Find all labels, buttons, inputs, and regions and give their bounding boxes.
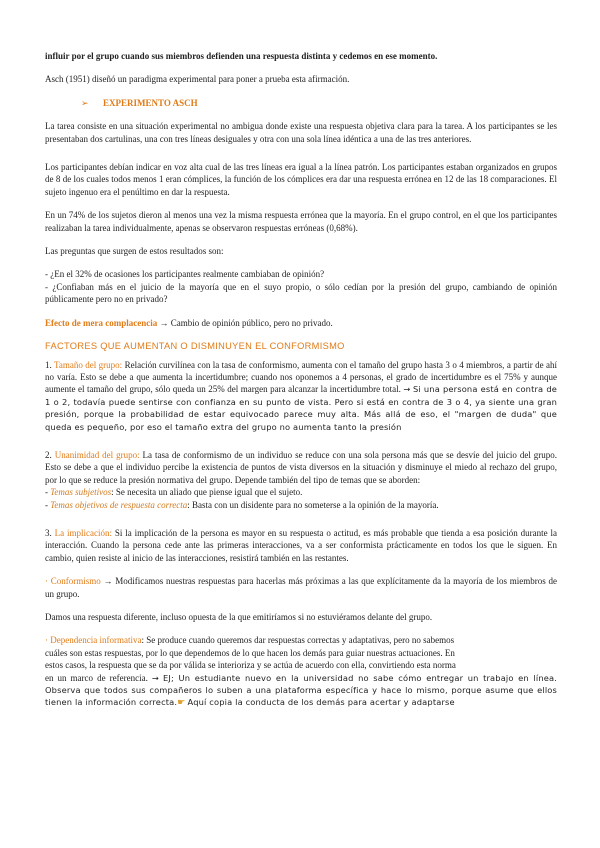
- para-task: La tarea consiste en una situación experimental no ambigua donde existe una respuesta objetiva clara para la tarea. A los participantes se les presentaban dos cartulinas, una con tres líneas desiguales y otra con una sola línea idéntica a una de las tres anteriores.: [45, 121, 557, 144]
- factor-3-title: La implicación:: [54, 527, 112, 538]
- factor-2-item: [45, 499, 557, 511]
- questions-intro: Las preguntas que surgen de estos resultados son:: [45, 246, 224, 257]
- example-text: EJ; Un estudiante nuevo en la universidad no sabe cómo entregar un trabajo en línea. Observa que todos sus compañeros lo suben a una plataforma específica y hace lo mismo, porque asume que ellos tienen la información correcta.: [45, 672, 558, 708]
- factor-3-number: 3.: [45, 527, 52, 538]
- example-end-text: Aquí copia la conducta de los demás para acertar y adaptarse: [187, 697, 455, 708]
- informative-line: cuáles son estas respuestas, por lo que dependemos de lo que hacen los demás para guiar nuestras actuaciones. En: [45, 647, 455, 658]
- factor-1-number: 1.: [45, 359, 52, 370]
- informative-line-1: [45, 634, 557, 646]
- informative-example: [45, 672, 557, 709]
- mere-compliance-line: [45, 317, 557, 329]
- factor-2-text: La tasa de conformismo de un individuo se reduce con una sola persona más que se desvíe del juicio del grupo. Esto se debe a que el individuo percibe la existencia de puntos de vista diversos en la situación y disminuye el miedo al rechazo del grupo, por lo que se reduce la presión normativa del grupo. Depende también del tipo de temas que se aborden:: [45, 449, 558, 485]
- informative-text: : Se produce cuando queremos dar respuestas correctas y adaptativas, pero no sabemos: [141, 635, 455, 646]
- conformism-text: Modificamos nuestras respuestas para hacerlas más próximas a las que explícitamente da la mayoría de los miembros de un grupo.: [45, 576, 558, 599]
- arrow-right-icon: →: [159, 317, 169, 328]
- informative-term: Dependencia informativa: [50, 635, 142, 646]
- factor-2-item-text: : Basta con un disidente para no someterse a la opinión de la mayoría.: [187, 499, 439, 510]
- list-dash: -: [45, 499, 48, 510]
- arrow-right-icon: →: [403, 384, 411, 395]
- factor-2-paragraph: [45, 449, 557, 486]
- factor-1-title: Tamaño del grupo:: [54, 359, 123, 370]
- factor-2-item-term: Temas subjetivos: [50, 487, 112, 498]
- factor-1-text: Relación curvilínea con la tasa de conformismo, aumenta con el tamaño del grupo hasta 3 o 4 miembros, a partir de ahí no varía. Esto se debe a que aumenta la incertidumbre; cuando nos oponemos a 4 personas, el grado de incertidumbre es el 75% y aunque aumente el tamaño del grupo, sólo queda un 25% del margen para alcanzar la incertidumbre total.: [45, 359, 558, 395]
- factor-2-number: 2.: [45, 449, 52, 460]
- intro-bold-line: influir por el grupo cuando sus miembros defienden una respuesta distinta y cedemos en ese momento.: [45, 51, 438, 61]
- para-participants: Los participantes debían indicar en voz alta cual de las tres líneas era igual a la línea patrón. Los participantes estaban organizados en grupos de 8 de los cuales todos menos 1 eran cómplices, la función de los cómplices era dar una respuesta errónea en 12 de las 18 comparaciones. El sujeto ingenuo era el penúltimo en dar la respuesta.: [45, 162, 557, 197]
- list-dash: -: [45, 487, 48, 498]
- informative-line: estos casos, la respuesta que se da por válida se interioriza y se actúa de acuerdo con ella, convirtiendo esta norma: [45, 660, 456, 671]
- factor-2-item: [45, 486, 557, 498]
- arrow-right-icon: →: [151, 672, 159, 683]
- factors-heading: FACTORES QUE AUMENTAN O DISMINUYEN EL CONFORMISMO: [45, 341, 345, 352]
- para-results: En un 74% de los sujetos dieron al menos una vez la misma respuesta errónea que la mayoría. En el grupo control, en el que los participantes realizaban la tarea individualmente, apenas se observaron respuestas erróneas (0,68%).: [45, 210, 557, 233]
- factor-2-item-text: : Se necesita un aliado que piense igual que el sujeto.: [111, 487, 303, 498]
- experiment-heading-text: EXPERIMENTO ASCH: [103, 97, 198, 108]
- asch-line: Asch (1951) diseñó un paradigma experimental para poner a prueba esta afirmación.: [45, 74, 350, 85]
- factor-3-paragraph: [45, 527, 557, 564]
- factor-2-title: Unanimidad del grupo:: [54, 449, 140, 460]
- document-page: [45, 50, 557, 709]
- mere-compliance-term: Efecto de mera complacencia: [45, 317, 158, 328]
- conformism-term: Conformismo: [50, 576, 101, 587]
- question-item: - ¿En el 32% de ocasiones los participantes realmente cambiaban de opinión?: [45, 269, 325, 280]
- factor-3-text: Si la implicación de la persona es mayor en su respuesta o actitud, es más probable que tienda a esa posición durante la interacción. Cuando la persona cede ante las primeras interacciones, va a ser conformista prácticamente en todos los que le siguen. En cambio, quien resiste al inicio de las interacciones, resistirá también en las restantes.: [45, 527, 558, 563]
- arrow-bullet-icon: ➢: [81, 97, 89, 108]
- arrow-right-icon: →: [103, 576, 113, 587]
- bullet-dot: ·: [45, 635, 48, 646]
- question-item: - ¿Confiaban más en el juicio de la mayoría que en el suyo propio, o sólo cedían por la presión del grupo, cambiando de opinión públicamente pero no en privado?: [45, 281, 557, 305]
- factor-1-paragraph: [45, 359, 557, 433]
- mere-compliance-text: Cambio de opinión público, pero no privado.: [170, 317, 333, 328]
- pointing-hand-icon: ☛: [177, 697, 186, 708]
- factor-1-note: Si una persona está en contra de 1 o 2, todavía puede sentirse con confianza en su punto de vista. Pero si está en contra de 3 o 4, ya siente una gran presión, porque la probabilidad de estar equivocado parece muy alta. Más allá de eso, el "margen de duda" que queda es pequeño, por eso el tamaño extra del grupo no aumenta tanto la presión: [45, 384, 558, 432]
- conformism-note: Damos una respuesta diferente, incluso opuesta de la que emitiríamos si no estuviéramos delante del grupo.: [45, 612, 433, 622]
- bullet-dot: ·: [45, 576, 48, 587]
- experiment-heading: [45, 97, 557, 109]
- conformism-paragraph: [45, 575, 557, 600]
- informative-line: en un marco de referencia.: [45, 672, 148, 683]
- factor-2-item-term: Temas objetivos de respuesta correcta: [50, 499, 188, 510]
